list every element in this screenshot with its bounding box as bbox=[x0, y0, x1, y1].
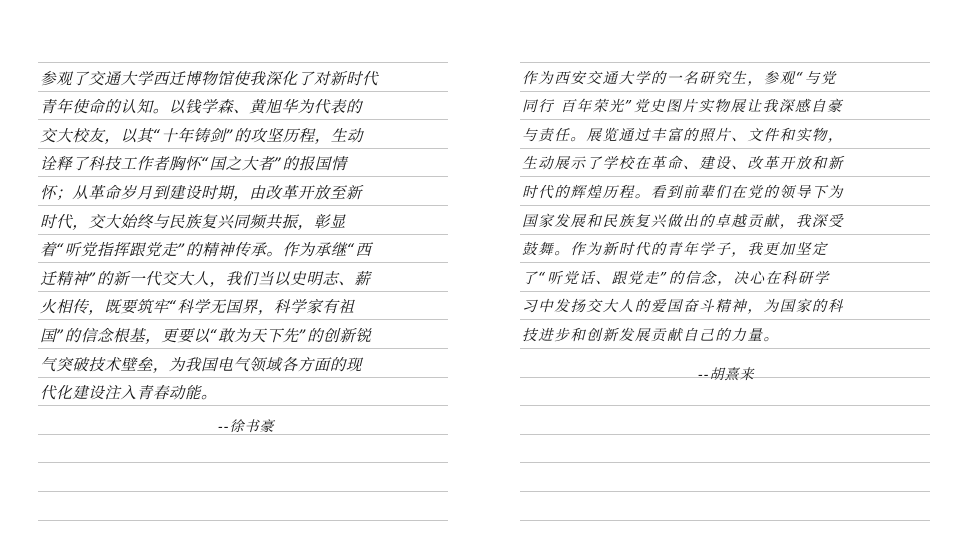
author-signature: --徐书豪 bbox=[218, 419, 275, 435]
ruled-line bbox=[520, 319, 930, 320]
ruled-line bbox=[38, 291, 448, 292]
ruled-line bbox=[520, 405, 930, 406]
ruled-line bbox=[520, 434, 930, 435]
handwritten-line: 气突破技术壁垒，为我国电气领域各方面的现 bbox=[40, 355, 363, 374]
ruled-line bbox=[38, 405, 448, 406]
ruled-line bbox=[38, 234, 448, 235]
ruled-line bbox=[38, 462, 448, 463]
ruled-line bbox=[38, 348, 448, 349]
ruled-line bbox=[520, 91, 930, 92]
handwritten-line: 时代，交大始终与民族复兴同频共振，彰显 bbox=[40, 212, 346, 231]
handwritten-line: 诠释了科技工作者胸怀“国之大者”的报国情 bbox=[40, 155, 347, 174]
ruled-line bbox=[520, 62, 930, 63]
right-handwritten-page bbox=[520, 0, 930, 546]
ruled-line bbox=[38, 377, 448, 378]
handwritten-line: 与责任。展览通过丰富的照片、文件和实物， bbox=[522, 127, 844, 144]
ruled-line bbox=[38, 119, 448, 120]
author-signature: --胡熹来 bbox=[698, 367, 755, 383]
ruled-line bbox=[520, 176, 930, 177]
ruled-line bbox=[520, 262, 930, 263]
ruled-line bbox=[520, 291, 930, 292]
handwritten-line: 习中发扬交大人的爱国奋斗精神，为国家的科 bbox=[522, 299, 844, 316]
ruled-line bbox=[38, 491, 448, 492]
ruled-line bbox=[38, 319, 448, 320]
handwritten-line: 生动展示了学校在革命、建设、改革开放和新 bbox=[522, 156, 844, 173]
handwritten-line: 交大校友，以其“十年铸剑”的攻坚历程，生动 bbox=[40, 126, 363, 145]
handwritten-line: 火相传，既要筑牢“科学无国界，科学家有祖 bbox=[40, 298, 355, 317]
handwritten-line: 参观了交通大学西迁博物馆使我深化了对新时代 bbox=[40, 69, 379, 88]
left-handwritten-page bbox=[38, 0, 448, 546]
handwritten-line: 着“听党指挥跟党走”的精神传承。作为承继“西 bbox=[40, 241, 372, 260]
handwritten-line: 鼓舞。作为新时代的青年学子，我更加坚定 bbox=[522, 242, 828, 259]
handwritten-line: 作为西安交通大学的一名研究生，参观“与党 bbox=[522, 70, 837, 87]
handwritten-line: 同行 百年荣光”党史图片实物展让我深感自豪 bbox=[522, 99, 844, 116]
handwritten-line: 怀；从革命岁月到建设时期，由改革开放至新 bbox=[40, 184, 363, 202]
handwritten-line: 国”的信念根基，更要以“敢为天下先”的创新锐 bbox=[40, 327, 372, 345]
handwritten-line: 国家发展和民族复兴做出的卓越贡献，我深受 bbox=[522, 213, 844, 230]
ruled-line bbox=[38, 176, 448, 177]
ruled-line bbox=[520, 462, 930, 463]
ruled-line bbox=[520, 148, 930, 149]
ruled-line bbox=[520, 491, 930, 492]
handwritten-line: 代化建设注入青春动能。 bbox=[40, 384, 218, 403]
handwritten-line: 时代的辉煌历程。看到前辈们在党的领导下为 bbox=[522, 185, 844, 201]
handwritten-line: 青年使命的认知。以钱学森、黄旭华为代表的 bbox=[40, 98, 363, 117]
ruled-line bbox=[520, 348, 930, 349]
ruled-line bbox=[38, 520, 448, 521]
ruled-line bbox=[38, 91, 448, 92]
ruled-line bbox=[520, 205, 930, 206]
ruled-line bbox=[520, 234, 930, 235]
ruled-line bbox=[38, 205, 448, 206]
handwritten-line: 迁精神”的新一代交大人，我们当以史明志、薪 bbox=[40, 269, 371, 288]
handwritten-line: 了“听党话、跟党走”的信念，决心在科研学 bbox=[522, 270, 830, 287]
ruled-line bbox=[38, 148, 448, 149]
ruled-line bbox=[38, 262, 448, 263]
ruled-line bbox=[520, 119, 930, 120]
ruled-line bbox=[520, 520, 930, 521]
ruled-line bbox=[38, 62, 448, 63]
handwritten-line: 技进步和创新发展贡献自己的力量。 bbox=[522, 328, 780, 344]
